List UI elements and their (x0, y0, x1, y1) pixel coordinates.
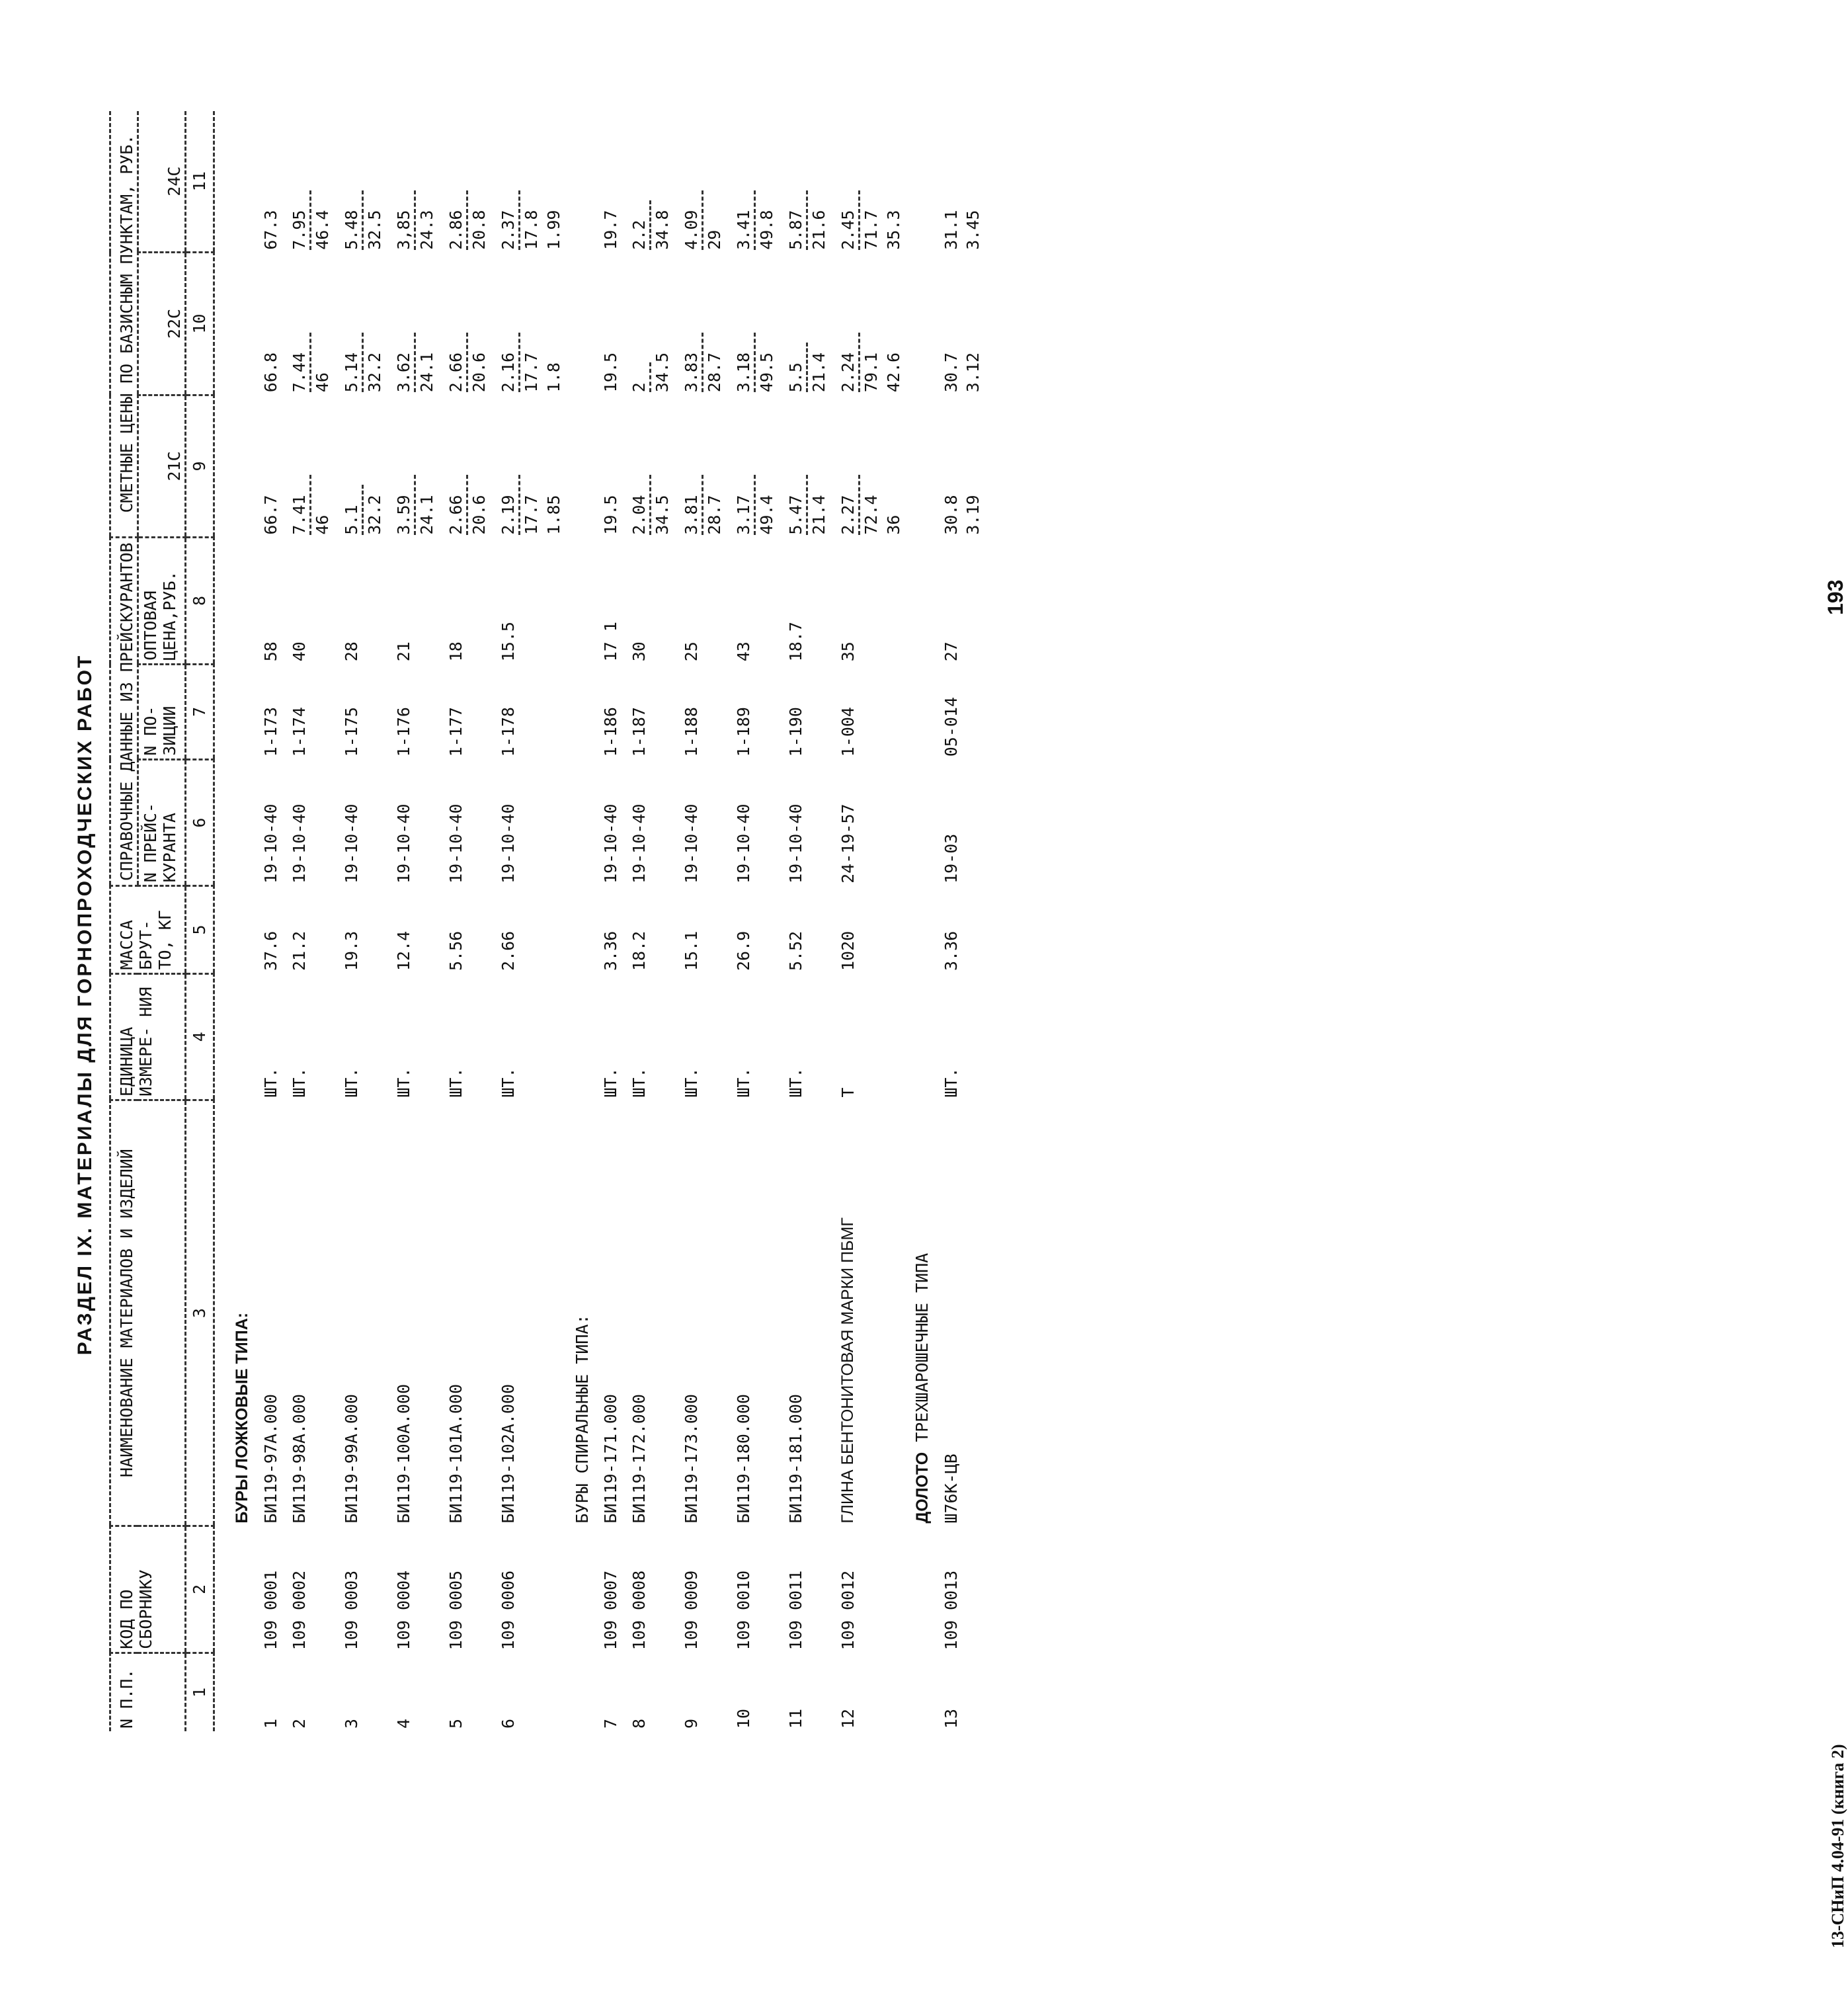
row-code: 109 0012 (838, 1570, 858, 1651)
header-point-22c: 22С (138, 253, 185, 395)
col-number: 1 (185, 1653, 214, 1731)
row-position: 1-175 (341, 707, 361, 757)
price-22c-coef: 2.24 (838, 333, 860, 392)
row-price-list: 19-10-40 (681, 803, 701, 883)
price-24c-coef: 5.48 (342, 190, 364, 250)
price-21c: 3.19 (963, 495, 983, 535)
price-22c-value: 32.2 (364, 352, 384, 393)
col-number: 4 (185, 973, 214, 1100)
row-number (881, 1653, 903, 1731)
price-21c: 19.5 (600, 495, 620, 535)
price-24c-coef: 3.41 (734, 190, 756, 250)
row-mass: 21.2 (289, 930, 309, 971)
price-24c: 31.1 (941, 210, 961, 250)
price-21c-value: 72.4 (861, 495, 881, 535)
table-row (333, 111, 385, 1731)
row-number: 5 (446, 1718, 465, 1729)
row-name: БИ119-172.000 (629, 1393, 649, 1524)
row-position (542, 664, 563, 759)
row-position: 05-014 (941, 696, 961, 757)
price-24c: 35.3 (883, 210, 903, 250)
price-24c-coef: 4.09 (682, 190, 703, 250)
table-row (881, 111, 903, 1731)
row-code: 109 0009 (681, 1570, 701, 1651)
row-number: 11 (785, 1708, 805, 1729)
row-mass: 2.66 (498, 930, 518, 971)
price-21c-value: 46 (312, 514, 332, 535)
price-22c (672, 253, 725, 395)
row-price-list: 19-10-40 (498, 803, 518, 883)
price-21c (385, 395, 437, 537)
price-24c-coef: 2.86 (446, 190, 468, 250)
row-unit: ШТ. (733, 1067, 753, 1098)
header-reference-group: СПРАВОЧНЫЕ ДАННЫЕ ИЗ ПРЕЙСКУРАНТОВ (110, 538, 138, 886)
row-price-list (881, 759, 903, 886)
row-code: 109 0005 (446, 1570, 465, 1651)
row-mass: 18.2 (629, 930, 649, 971)
price-24c (333, 111, 385, 253)
row-position: 1-190 (785, 707, 805, 757)
table-row (777, 111, 829, 1731)
col-number: 3 (185, 1100, 214, 1526)
row-wholesale-price (542, 538, 563, 665)
column-numbers-row (185, 111, 214, 1731)
row-name: БИ119-100А.000 (393, 1383, 413, 1524)
group-label: ТРЕХШАРОШЕЧНЫЕ ТИПА (912, 1252, 932, 1442)
row-number: 10 (733, 1708, 753, 1729)
price-21c-value: 17.7 (521, 495, 541, 535)
price-22c (725, 253, 777, 395)
row-name: БИ119-102А.000 (498, 1383, 518, 1524)
row-mass (542, 886, 563, 973)
row-code: 109 0003 (341, 1570, 361, 1651)
price-22c-value: 28.7 (704, 352, 724, 393)
group-row (903, 111, 932, 1731)
price-22c (333, 253, 385, 395)
row-wholesale-price: 58 (261, 641, 280, 662)
row-name (961, 1100, 983, 1526)
row-wholesale-price: 30 (629, 641, 649, 662)
price-22c-value: 49.5 (756, 352, 776, 393)
price-24c-value: 21.6 (809, 210, 828, 250)
price-22c (777, 253, 829, 395)
row-mass: 5.52 (785, 930, 805, 971)
row-mass: 37.6 (261, 930, 280, 971)
row-position (881, 664, 903, 759)
price-24c (672, 111, 725, 253)
col-number: 8 (185, 538, 214, 665)
price-24c-value: 17.8 (521, 210, 541, 250)
price-24c (280, 111, 333, 253)
row-name: БИ119-173.000 (681, 1393, 701, 1524)
price-22c-coef: 2.16 (499, 333, 520, 392)
row-price-list: 19-10-40 (446, 803, 465, 883)
row-name: ГЛИНА БЕНТОНИТОВАЯ МАРКИ ПБМГ (838, 1217, 857, 1524)
row-number (961, 1653, 983, 1731)
price-22c-coef: 2 (629, 362, 651, 392)
row-wholesale-price: 28 (341, 641, 361, 662)
price-21c (280, 395, 333, 537)
price-22c-coef: 5.14 (342, 333, 364, 392)
price-22c (829, 253, 881, 395)
row-wholesale-price: 18 (446, 641, 465, 662)
price-22c: 1.8 (543, 362, 563, 393)
row-wholesale-price (881, 538, 903, 665)
row-name: БИ119-181.000 (785, 1393, 805, 1524)
row-unit: ШТ. (785, 1067, 805, 1098)
group-label: БУРЫ ЛОЖКОВЫЕ ТИПА: (232, 1312, 251, 1524)
row-code (542, 1526, 563, 1653)
header-n: N П.П. (110, 1653, 186, 1731)
row-number (542, 1653, 563, 1731)
row-unit: ШТ. (289, 1067, 309, 1098)
table-row (489, 111, 542, 1731)
row-unit: ШТ. (446, 1067, 465, 1098)
price-24c: 67.3 (261, 210, 280, 250)
row-position: 1-189 (733, 707, 753, 757)
table-row (592, 111, 620, 1731)
row-mass (881, 886, 903, 973)
row-position: 1-173 (261, 707, 280, 757)
price-22c-coef: 3.18 (734, 333, 756, 392)
row-name: БИ119-101А.000 (446, 1383, 465, 1524)
price-22c (489, 253, 542, 395)
col-number: 5 (185, 886, 214, 973)
table-row (437, 111, 489, 1731)
price-24c (777, 111, 829, 253)
row-unit (881, 973, 903, 1100)
row-wholesale-price: 17 1 (600, 622, 620, 662)
price-21c-coef: 3.81 (682, 475, 703, 534)
price-22c: 42.6 (883, 352, 903, 393)
row-wholesale-price: 35 (838, 641, 858, 662)
price-21c-coef: 2.27 (838, 475, 860, 534)
price-21c (489, 395, 542, 537)
row-mass: 12.4 (393, 930, 413, 971)
row-mass: 26.9 (733, 930, 753, 971)
price-24c: 3.45 (963, 210, 983, 250)
price-24c (437, 111, 489, 253)
price-21c (620, 395, 672, 537)
group-row (563, 111, 592, 1731)
row-wholesale-price: 21 (393, 641, 413, 662)
price-21c-value: 21.4 (809, 495, 828, 535)
price-21c: 66.7 (261, 495, 280, 535)
row-position: 1-004 (838, 707, 858, 757)
price-24c (385, 111, 437, 253)
price-21c (829, 395, 881, 537)
row-unit: ШТ. (393, 1067, 413, 1098)
row-unit: ШТ. (681, 1067, 701, 1098)
header-wholesale-price: ОПТОВАЯ ЦЕНА,РУБ. (138, 538, 185, 665)
header-price-list: N ПРЕЙС- КУРАНТА (138, 759, 185, 886)
row-price-list: 19-10-40 (733, 803, 753, 883)
header-unit: ЕДИНИЦА ИЗМЕРЕ- НИЯ (110, 973, 186, 1100)
price-21c-value: 24.1 (417, 495, 436, 535)
row-code: 109 0006 (498, 1570, 518, 1651)
row-number: 3 (341, 1718, 361, 1729)
row-unit: ШТ. (629, 1067, 649, 1098)
price-21c (777, 395, 829, 537)
row-position: 1-187 (629, 707, 649, 757)
price-24c (489, 111, 542, 253)
price-22c-coef: 3.62 (394, 333, 416, 392)
header-estimate-group: СМЕТНЫЕ ЦЕНЫ ПО БАЗИСНЫМ ПУНКТАМ, РУБ. (110, 111, 138, 538)
row-position: 1-188 (681, 707, 701, 757)
price-21c (333, 395, 385, 537)
row-mass: 1020 (838, 930, 858, 971)
price-22c-value: 46 (312, 372, 332, 393)
col-number: 11 (185, 111, 214, 253)
col-number: 10 (185, 253, 214, 395)
price-21c-coef: 7.41 (290, 475, 311, 534)
price-22c (437, 253, 489, 395)
table-row (829, 111, 881, 1731)
price-22c: 30.7 (941, 352, 961, 393)
price-21c-value: 28.7 (704, 495, 724, 535)
col-number: 6 (185, 759, 214, 886)
document-reference: 13-СНиП 4.04-91 (книга 2) (1828, 1744, 1847, 1948)
row-number: 12 (838, 1708, 858, 1729)
row-code: 109 0002 (289, 1570, 309, 1651)
price-22c: 3.12 (963, 352, 983, 393)
price-24c-value: 49.8 (756, 210, 776, 250)
row-position: 1-174 (289, 707, 309, 757)
price-24c-coef: 2.2 (629, 200, 651, 250)
table-row (280, 111, 333, 1731)
price-24c-coef: 2.37 (499, 190, 520, 250)
header-mass: МАССА БРУТ- ТО, КГ (110, 886, 186, 973)
row-price-list: 19-10-40 (289, 803, 309, 883)
row-price-list: 19-10-40 (785, 803, 805, 883)
row-name: БИ119-171.000 (600, 1393, 620, 1524)
row-number: 7 (600, 1718, 620, 1729)
table-row (961, 111, 983, 1731)
row-code: 109 0004 (393, 1570, 413, 1651)
row-code: 109 0008 (629, 1570, 649, 1651)
row-price-list (961, 759, 983, 886)
row-price-list: 19-10-40 (600, 803, 620, 883)
row-unit: ШТ. (498, 1067, 518, 1098)
price-24c-coef: 5.87 (786, 190, 808, 250)
price-22c-value: 79.1 (861, 352, 881, 393)
row-unit: ШТ. (600, 1067, 620, 1098)
price-24c-value: 46.4 (312, 210, 332, 250)
row-number: 6 (498, 1718, 518, 1729)
row-position: 1-176 (393, 707, 413, 757)
price-22c: 19.5 (600, 352, 620, 393)
header-point-21c: 21С (138, 395, 185, 537)
header-name: НАИМЕНОВАНИЕ МАТЕРИАЛОВ И ИЗДЕЛИЙ (110, 1100, 186, 1526)
row-wholesale-price: 43 (733, 641, 753, 662)
header-code: КОД ПО СБОРНИКУ (110, 1526, 186, 1653)
price-21c: 36 (883, 514, 903, 535)
price-22c-value: 34.5 (652, 352, 672, 393)
row-price-list: 19-10-40 (341, 803, 361, 883)
price-21c-coef: 3.17 (734, 475, 756, 534)
row-unit: ШТ. (261, 1067, 280, 1098)
row-price-list: 19-10-40 (393, 803, 413, 883)
price-21c-coef: 2.66 (446, 475, 468, 534)
price-21c-coef: 3.59 (394, 475, 416, 534)
row-mass (961, 886, 983, 973)
row-mass: 19.3 (341, 930, 361, 971)
row-name: БИ119-98А.000 (289, 1393, 309, 1524)
price-24c-value: 34.8 (652, 210, 672, 250)
row-price-list: 19-10-40 (629, 803, 649, 883)
price-21c-coef: 5.1 (342, 485, 364, 534)
row-name: БИ119-99А.000 (341, 1393, 361, 1524)
table-row (542, 111, 563, 1731)
row-wholesale-price: 18.7 (785, 622, 805, 662)
price-24c (725, 111, 777, 253)
row-number: 13 (941, 1708, 961, 1729)
row-price-list: 19-10-40 (261, 803, 280, 883)
price-24c (829, 111, 881, 253)
price-24c-value: 20.8 (469, 210, 489, 250)
table-body (214, 111, 983, 1731)
price-22c (620, 253, 672, 395)
price-22c-coef: 5.5 (786, 343, 808, 392)
price-24c: 1.99 (543, 210, 563, 250)
price-21c: 30.8 (941, 495, 961, 535)
row-price-list: 24-19-57 (838, 803, 858, 883)
price-24c-value: 71.7 (861, 210, 881, 250)
row-mass: 3.36 (600, 930, 620, 971)
table-row (725, 111, 777, 1731)
table-row (620, 111, 672, 1731)
price-21c-value: 34.5 (652, 495, 672, 535)
price-22c (385, 253, 437, 395)
row-number: 4 (393, 1718, 413, 1729)
price-24c-value: 29 (704, 229, 724, 250)
row-code (961, 1526, 983, 1653)
price-22c-value: 21.4 (809, 352, 828, 393)
price-21c-coef: 5.47 (786, 475, 808, 534)
group-label: БУРЫ СПИРАЛЬНЫЕ ТИПА: (572, 1314, 592, 1524)
materials-table (109, 111, 983, 1731)
price-24c-coef: 7.95 (290, 190, 311, 250)
row-position: 1-186 (600, 707, 620, 757)
price-21c (672, 395, 725, 537)
page-number: 193 (1824, 579, 1847, 615)
price-24c-coef: 3,85 (394, 190, 416, 250)
group-row (214, 111, 252, 1731)
col-number: 9 (185, 395, 214, 537)
row-number: 9 (681, 1718, 701, 1729)
table-row (932, 111, 961, 1731)
price-22c-coef: 7.44 (290, 333, 311, 392)
row-number: 1 (261, 1718, 280, 1729)
row-price-list: 19-03 (941, 833, 961, 883)
row-position: 1-177 (446, 707, 465, 757)
price-22c-value: 24.1 (417, 352, 436, 393)
row-position: 1-178 (498, 707, 518, 757)
row-mass: 15.1 (681, 930, 701, 971)
price-24c-value: 24.3 (417, 210, 436, 250)
row-position (961, 664, 983, 759)
price-22c-coef: 2.66 (446, 333, 468, 392)
row-wholesale-price: 40 (289, 641, 309, 662)
row-mass: 3.36 (941, 930, 961, 971)
row-name: БИ119-97А.000 (261, 1393, 280, 1524)
price-21c-coef: 2.04 (629, 475, 651, 534)
row-name: Ш76К-ЦВ (941, 1454, 961, 1524)
price-22c-coef: 3.83 (682, 333, 703, 392)
price-24c-value: 32.5 (364, 210, 384, 250)
col-number: 7 (185, 664, 214, 759)
row-name (542, 1100, 563, 1526)
price-24c: 19.7 (600, 210, 620, 250)
price-22c: 66.8 (261, 352, 280, 393)
row-name: БИ119-180.000 (733, 1393, 753, 1524)
row-name (881, 1100, 903, 1526)
row-price-list (542, 759, 563, 886)
price-21c-coef: 2.19 (499, 475, 520, 534)
row-wholesale-price: 15.5 (498, 622, 518, 662)
price-24c (620, 111, 672, 253)
row-wholesale-price (961, 538, 983, 665)
table-row (672, 111, 725, 1731)
price-21c-value: 20.6 (469, 495, 489, 535)
row-code: 109 0001 (261, 1570, 280, 1651)
price-24c-coef: 2.45 (838, 190, 860, 250)
row-code: 109 0007 (600, 1570, 620, 1651)
price-21c (725, 395, 777, 537)
row-unit (961, 973, 983, 1100)
row-unit: ШТ. (941, 1067, 961, 1098)
col-number: 2 (185, 1526, 214, 1653)
row-number: 8 (629, 1718, 649, 1729)
row-wholesale-price: 25 (681, 641, 701, 662)
row-code: 109 0013 (941, 1570, 961, 1651)
price-22c-value: 17.7 (521, 352, 541, 393)
price-22c (280, 253, 333, 395)
row-code: 109 0011 (785, 1570, 805, 1651)
row-code (881, 1526, 903, 1653)
table-row (252, 111, 280, 1731)
price-22c-value: 20.6 (469, 352, 489, 393)
page-title: РАЗДЕЛ IX. МАТЕРИАЛЫ ДЛЯ ГОРНОПРОХОДЧЕСКИХ РАБОТ (74, 653, 96, 1356)
price-21c-value: 49.4 (756, 495, 776, 535)
price-21c (437, 395, 489, 537)
row-wholesale-price: 27 (941, 641, 961, 662)
group-label-bold: ДОЛОТО (912, 1452, 932, 1524)
row-unit: Т (838, 1087, 858, 1098)
header-position: N ПО- ЗИЦИИ (138, 664, 185, 759)
row-number: 2 (289, 1718, 309, 1729)
table-row (385, 111, 437, 1731)
row-unit (542, 973, 563, 1100)
row-mass: 5.56 (446, 930, 465, 971)
price-21c-value: 32.2 (364, 495, 384, 535)
row-code: 109 0010 (733, 1570, 753, 1651)
header-point-24c: 24С (138, 111, 185, 253)
price-21c: 1.85 (543, 495, 563, 535)
row-unit: ШТ. (341, 1067, 361, 1098)
